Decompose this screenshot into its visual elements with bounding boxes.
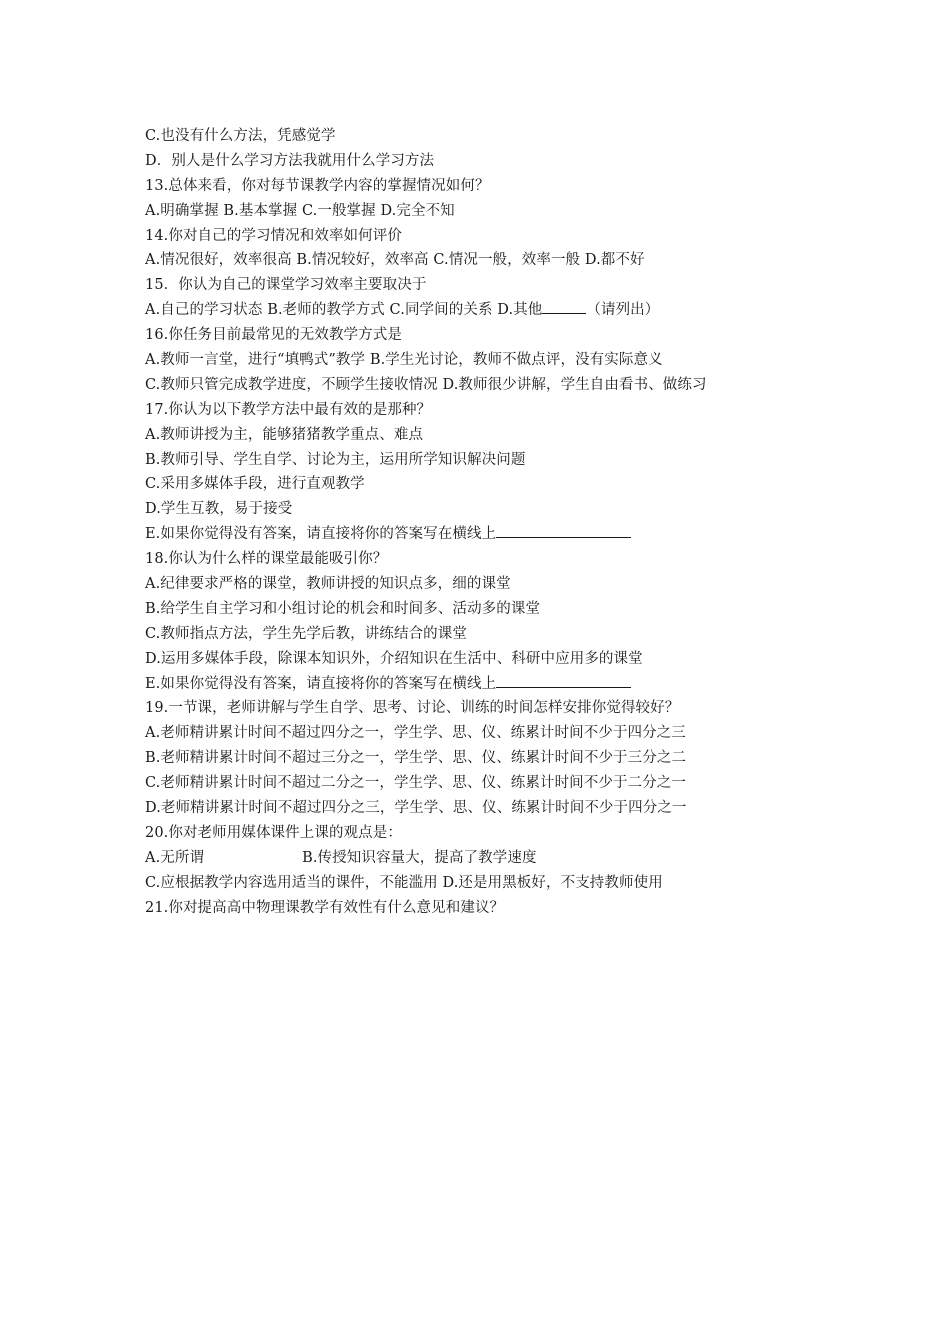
- option-line: D.运用多媒体手段，除课本知识外，介绍知识在生活中、科研中应用多的课堂: [145, 650, 643, 667]
- option-line: D.老师精讲累计时间不超过四分之三，学生学、思、仪、练累计时间不少于四分之一: [145, 800, 687, 817]
- option-line: A.明确掌握 B.基本掌握 C.一般掌握 D.完全不知: [145, 202, 455, 219]
- question-18: 18.你认为什么样的课堂最能吸引你？: [145, 551, 388, 568]
- question-14: 14.你对自己的学习情况和效率如何评价: [145, 227, 402, 244]
- option-line: B.老师精讲累计时间不超过三分之一，学生学、思、仪、练累计时间不少于三分之二: [145, 750, 687, 767]
- question-16: 16.你任务目前最常见的无效教学方式是: [145, 327, 402, 344]
- option-line: C.应根据教学内容选用适当的课件，不能滥用 D.还是用黑板好，不支持教师使用: [145, 874, 663, 891]
- question-13: 13.总体来看，你对每节课教学内容的掌握情况如何？: [145, 177, 490, 194]
- option-text: B.传授知识容量大，提高了教学速度: [302, 849, 537, 866]
- option-line: [145, 522, 825, 547]
- option-line: A.老师精讲累计时间不超过四分之一，学生学、思、仪、练累计时间不少于四分之三: [145, 725, 686, 742]
- answer-blank: [496, 672, 631, 688]
- option-line: C.采用多媒体手段，进行直观教学: [145, 476, 365, 493]
- option-line: C.教师只管完成教学进度，不顾学生接收情况 D.教师很少讲解，学生自由看书、做练习: [145, 376, 707, 393]
- option-line: D．别人是什么学习方法我就用什么学习方法: [145, 152, 435, 169]
- option-line: D.学生互教，易于接受: [145, 501, 293, 518]
- option-text: （请列出）: [586, 302, 660, 319]
- option-line: C.也没有什么方法，凭感觉学: [145, 128, 336, 144]
- question-15: 15．你认为自己的课堂学习效率主要取决于: [145, 277, 427, 294]
- option-line: [145, 846, 825, 871]
- option-text: A.自己的学习状态 B.老师的教学方式 C.同学间的关系 D.其他: [145, 302, 543, 319]
- question-20: 20.你对老师用媒体课件上课的观点是：: [145, 824, 402, 841]
- option-line: C.老师精讲累计时间不超过二分之一，学生学、思、仪、练累计时间不少于二分之一: [145, 775, 686, 792]
- questionnaire-body: [145, 124, 825, 921]
- answer-blank: [496, 522, 631, 538]
- question-19: 19.一节课，老师讲解与学生自学、思考、讨论、训练的时间怎样安排你觉得较好？: [145, 700, 680, 717]
- option-line: A.情况很好，效率很高 B.情况较好，效率高 C.情况一般，效率一般 D.都不好: [145, 252, 645, 269]
- option-text: E.如果你觉得没有答案，请直接将你的答案写在横线上: [145, 675, 497, 692]
- option-text: E.如果你觉得没有答案，请直接将你的答案写在横线上: [145, 526, 497, 543]
- option-line: A.教师讲授为主，能够猪猪教学重点、难点: [145, 426, 424, 443]
- option-line: [145, 672, 825, 697]
- option-line: A.教师一言堂，进行“填鸭式”教学 B.学生光讨论，教师不做点评，没有实际意义: [145, 352, 663, 369]
- question-21: 21.你对提高高中物理课教学有效性有什么意见和建议？: [145, 899, 505, 916]
- question-17: 17.你认为以下教学方法中最有效的是那种？: [145, 401, 432, 418]
- option-line: [145, 298, 825, 323]
- option-line: B.教师引导、学生自学、讨论为主，运用所学知识解决问题: [145, 451, 526, 468]
- option-text: A.无所谓: [145, 849, 205, 866]
- option-line: C.教师指点方法，学生先学后教，讲练结合的课堂: [145, 625, 467, 642]
- option-line: A.纪律要求严格的课堂，教师讲授的知识点多，细的课堂: [145, 576, 511, 593]
- answer-blank: [542, 298, 586, 314]
- option-line: B.给学生自主学习和小组讨论的机会和时间多、活动多的课堂: [145, 600, 541, 617]
